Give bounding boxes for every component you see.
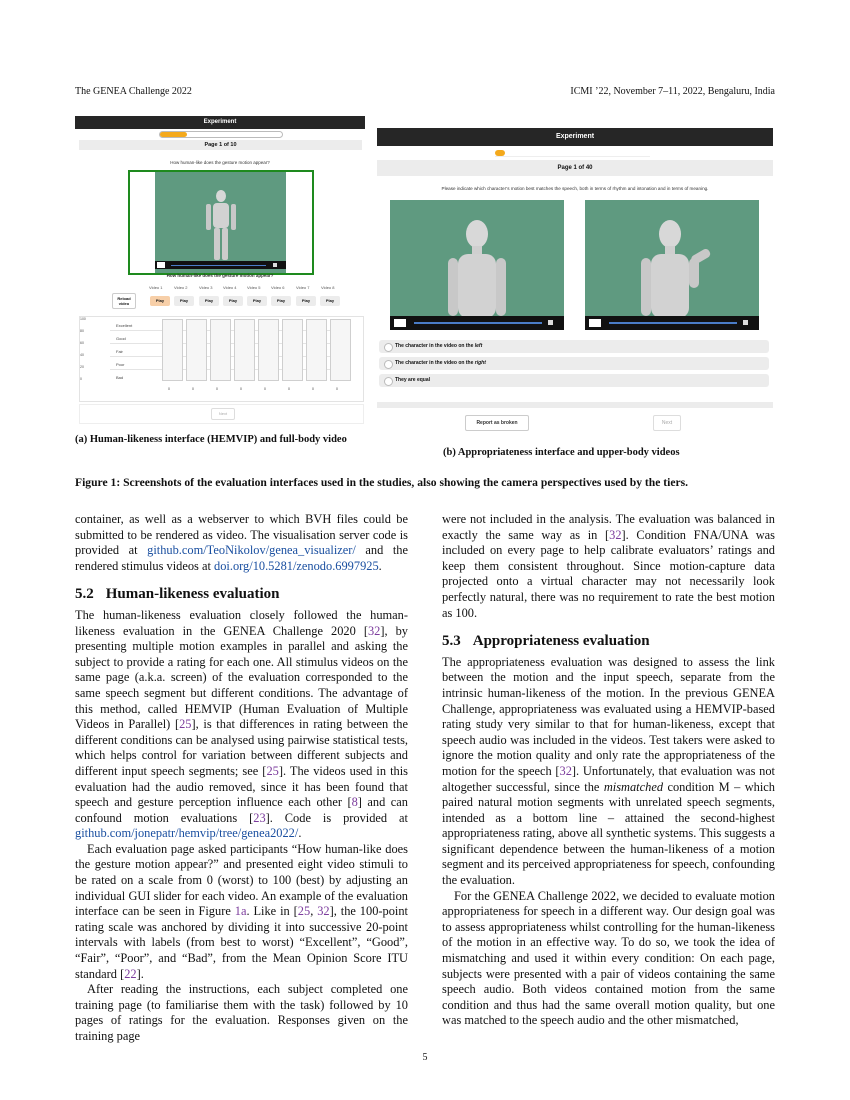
figure-b-left-seek-bar[interactable]: [414, 322, 542, 324]
paragraph: [442, 655, 775, 889]
rating-slider-6[interactable]: [282, 319, 303, 381]
text: ], by presenting multiple motion examples in parallel and asking the subject to provide a rating for each one. All stimulus videos on the same page (a.k.a. screen) of the evaluation corresponded to the same speech segment but different conditions. The advantage of this method, called HEMVIP (Human Evaluation of Multiple Videos in Parallel) [: [75, 623, 408, 732]
text: .: [298, 826, 302, 841]
figure-caption: Figure 1: Screenshots of the evaluation interfaces used in the studies, also showing the camera perspectives used by the tiers.: [75, 476, 689, 489]
figure-a-progress-fill: [160, 132, 187, 137]
option-left-emphasis: left: [474, 343, 483, 349]
text: were not included in the analysis. The evaluation was balanced in exactly the same way as in [: [442, 512, 775, 542]
figure-b-next-button[interactable]: Next: [653, 415, 681, 431]
paragraph: [442, 512, 775, 621]
settings-icon[interactable]: [273, 263, 277, 267]
citation[interactable]: 32: [367, 623, 381, 638]
figure-a-video-frame: [128, 170, 314, 275]
video-label: Video 3: [199, 285, 213, 290]
rating-slider-4[interactable]: [234, 319, 255, 381]
paragraph: [75, 842, 408, 982]
left-column: [75, 512, 408, 1045]
text: condition M – which paired natural motion segments with unrelated speech segments, intended as a bottom line – attained the second-highest appropriateness rating, above all synthetic systems. This suggests a significant dependence between the human-likeness of a motion segment and its perceived appropriateness for speech, confounding the evaluation.: [442, 779, 775, 888]
slider-value: 0: [240, 387, 242, 391]
play-icon[interactable]: [394, 319, 406, 327]
figure-b-progress-fill: [495, 150, 505, 156]
scale-number: 100: [80, 317, 86, 321]
citation[interactable]: 8: [351, 795, 358, 810]
radio-right[interactable]: [384, 360, 393, 369]
section-title: Human-likeness evaluation: [105, 586, 280, 603]
zenodo-link[interactable]: doi.org/10.5281/zenodo.6997925: [214, 558, 379, 573]
scale-number: 20: [80, 365, 84, 369]
rating-slider-3[interactable]: [210, 319, 231, 381]
slider-value: 0: [312, 387, 314, 391]
character-upper-body-right: [637, 218, 713, 318]
figure-b-right-seek-bar[interactable]: [609, 322, 737, 324]
scale-label-good: Good: [116, 336, 126, 341]
paragraph: For the GENEA Challenge 2022, we decided to evaluate motion appropriateness for speech in a different way. Our design goal was to assess appropriateness whilst controlling for the human-likeness of the motion in an effective way. To do so, we took the idea of mismatching and used it within every condition: On each page, subjects were presented with a pair of videos containing the same speech audio. Both videos contained motion from the same condition and thus had the same overall motion quality, but one was matched to the speech audio and the other mismatched,: [442, 888, 775, 1028]
video-label: Video 4: [223, 285, 237, 290]
running-header-left: The GENEA Challenge 2022: [75, 86, 192, 97]
citation[interactable]: 32: [317, 904, 330, 919]
section-number: 5.3: [442, 633, 461, 650]
figure-a-footer: [79, 404, 364, 424]
radio-left[interactable]: [384, 343, 393, 352]
paragraph: [75, 608, 408, 842]
scale-number: 60: [80, 341, 84, 345]
text: Each evaluation page asked participants “How human-like does the gesture motion appear?” and presented eight video stimuli to be rated on a scale from 0 (worst) to 100 (best) by adjusting an individual GUI slider for each video. An example of the evaluation interface can be seen in Figure: [75, 841, 408, 919]
citation[interactable]: 22: [124, 966, 137, 981]
play-button-6[interactable]: Play: [271, 296, 291, 306]
figure-a-progress-bar: [159, 131, 283, 138]
figure-b-divider: [377, 402, 773, 408]
slider-value: 0: [192, 387, 194, 391]
text: .: [378, 558, 382, 573]
citation[interactable]: 23: [253, 810, 266, 825]
text: ]. The videos used in this evaluation had the audio removed, since it has been found that speech and gesture perception influence each other [: [75, 763, 409, 810]
radio-equal[interactable]: [384, 377, 393, 386]
citation[interactable]: 25: [297, 904, 311, 919]
figure-a-next-button[interactable]: Next: [211, 408, 235, 420]
figure-b-instruction: Please indicate which character’s motion best matches the speech, both in terms of rhythm and intonation and in terms of meaning.: [441, 186, 709, 191]
settings-icon[interactable]: [548, 320, 553, 325]
figure-a-question-repeat: How human-like does the gesture motion appear?: [166, 273, 274, 278]
figure-b-video-right[interactable]: [585, 200, 759, 330]
text: . Like in [: [246, 904, 298, 919]
page-number: 5: [422, 1052, 428, 1063]
video-label: Video 5: [247, 285, 261, 290]
text: The human-likeness evaluation closely followed the human-likeness evaluation in the GENEA Challenge 2020 [: [75, 607, 408, 638]
figure-b-left-controls: [390, 316, 564, 330]
text: ]. Unfortunately, that evaluation was not altogether successful, since the: [442, 763, 775, 794]
text: ]. Condition FNA/UNA was included on every page to help calibrate evaluators’ ratings and keep them consistent throughout. Since motion-capture data projected onto a virtual character may not necessarily look perfectly natural, there was no requirement to rate the best motion as 100.: [442, 527, 776, 620]
text: ] and can confound motion evaluations [: [75, 795, 408, 825]
citation[interactable]: 25: [266, 763, 279, 778]
rating-slider-1[interactable]: [162, 319, 183, 381]
figure-reference[interactable]: 1a: [234, 904, 247, 919]
section-5-3-heading: [442, 634, 775, 650]
text: ].: [136, 966, 144, 981]
section-5-2-heading: [75, 587, 408, 603]
video-label: Video 2: [174, 285, 188, 290]
figure-a-video-controls: [155, 261, 286, 269]
video-label: Video 1: [149, 285, 163, 290]
figure-b-title-bar: Experiment: [377, 128, 773, 146]
figure-a-title-bar: Experiment: [75, 116, 365, 129]
paragraph: After reading the instructions, each subject completed one training page (to familiarise them with the task) followed by 10 pages of ratings for the evaluation. Responses given on the training page: [75, 982, 408, 1043]
video-label: Video 7: [296, 285, 310, 290]
play-button-8[interactable]: Play: [320, 296, 340, 306]
right-column: [442, 512, 775, 1029]
figure-b-caption: (b) Appropriateness interface and upper-body videos: [443, 447, 680, 458]
figure-a-screenshot: [75, 116, 365, 426]
settings-icon[interactable]: [743, 320, 748, 325]
text: ]. Code is provided at: [265, 810, 408, 825]
option-left[interactable]: [379, 340, 769, 353]
slider-value: 0: [288, 387, 290, 391]
text: ], the 100-point rating scale was anchored by dividing it into successive 20-point intervals with labels (from best to worst) “Excellent”, “Good”, “Fair”, “Poor”, and “Bad”, from the Mean Opinion Score ITU standard [: [75, 904, 408, 981]
slider-value: 0: [264, 387, 266, 391]
section-number: 5.2: [75, 586, 94, 603]
text: container, as well as a webserver to which BVH files could be submitted to be rendered as video. The visualisation server code is provided at: [75, 512, 408, 558]
report-broken-button[interactable]: Report as broken: [465, 415, 529, 431]
option-left-text: The character in the video on the: [395, 343, 475, 349]
hemvip-link[interactable]: github.com/jonepatr/hemvip/tree/genea2022/: [75, 826, 299, 841]
figure-b-progress-bar: [495, 150, 650, 157]
emphasis: mismatched: [603, 779, 664, 794]
running-header-right: ICMI ’22, November 7–11, 2022, Bengaluru, India: [570, 86, 775, 97]
play-button-7[interactable]: Play: [296, 296, 316, 306]
figure-b-page-label: Page 1 of 40: [377, 160, 773, 176]
play-icon[interactable]: [157, 262, 165, 268]
play-button-2[interactable]: Play: [174, 296, 194, 306]
text: The appropriateness evaluation was designed to assess the link between the motion and the input speech, separate from the intrinsic human-likeness of the motion. In the previous GENEA Challenge, appropriateness was evaluated using a HEMVIP-based rating study very similar to that for human-likeness, except that speech audio was included in the videos. Test takers were asked to ignore the motion quality and only rate the appropriateness of the motion for the speech [: [442, 654, 775, 778]
citation[interactable]: 32: [609, 527, 622, 542]
section-title: Appropriateness evaluation: [472, 633, 650, 650]
reload-video-button[interactable]: Reload video: [112, 293, 136, 309]
scale-label-excellent: Excellent: [116, 323, 133, 328]
figure-b-right-controls: [585, 316, 759, 330]
rating-slider-7[interactable]: [306, 319, 327, 381]
visualizer-link[interactable]: github.com/TeoNikolov/genea_visualizer/: [147, 543, 356, 558]
figure-a-seek-bar[interactable]: [171, 265, 266, 266]
scale-label-poor: Poor: [116, 362, 125, 367]
option-right-emphasis: right: [474, 360, 486, 366]
text: and the rendered stimulus videos at: [75, 543, 408, 573]
play-button-1[interactable]: Play: [150, 296, 170, 306]
scale-label-bad: Bad: [116, 375, 124, 380]
option-equal[interactable]: [379, 374, 769, 387]
slider-value: 0: [216, 387, 218, 391]
citation[interactable]: 25: [179, 717, 192, 732]
option-right-text: The character in the video on the: [395, 360, 475, 366]
video-label: Video 6: [271, 285, 285, 290]
play-button-5[interactable]: Play: [247, 296, 267, 306]
figure-a-caption: (a) Human-likeness interface (HEMVIP) and full-body video: [75, 434, 347, 445]
option-right[interactable]: [379, 357, 769, 370]
play-button-4[interactable]: Play: [223, 296, 243, 306]
scale-number: 0: [80, 377, 82, 381]
rating-slider-5[interactable]: [258, 319, 279, 381]
paragraph: [75, 512, 408, 574]
text: ,: [310, 904, 318, 919]
figure-a-video[interactable]: [155, 172, 286, 273]
figure-b-screenshot: [377, 128, 773, 434]
play-button-3[interactable]: Play: [199, 296, 219, 306]
figure-a-question: How human-like does the gesture motion appear?: [170, 160, 270, 165]
video-label: Video 8: [321, 285, 335, 290]
scale-label-fair: Fair: [116, 349, 123, 354]
character-upper-body-left: [448, 218, 506, 318]
option-equal-text: They are equal: [395, 377, 431, 383]
play-icon[interactable]: [589, 319, 601, 327]
slider-value: 0: [336, 387, 338, 391]
citation[interactable]: 32: [559, 763, 572, 778]
rating-slider-8[interactable]: [330, 319, 351, 381]
slider-value: 0: [168, 387, 170, 391]
figure-a-rating-panel: [79, 316, 364, 402]
figure-b-video-left[interactable]: [390, 200, 564, 330]
text: ], is that differences in rating between the different conditions can be analysed using pairwise statistical tests, which helps control for variation between different subjects and different input speech segments; see [: [75, 717, 408, 778]
character-figure: [203, 190, 239, 262]
rating-slider-2[interactable]: [186, 319, 207, 381]
scale-number: 40: [80, 353, 84, 357]
figure-a-page-label: Page 1 of 10: [79, 140, 362, 150]
scale-number: 80: [80, 329, 84, 333]
